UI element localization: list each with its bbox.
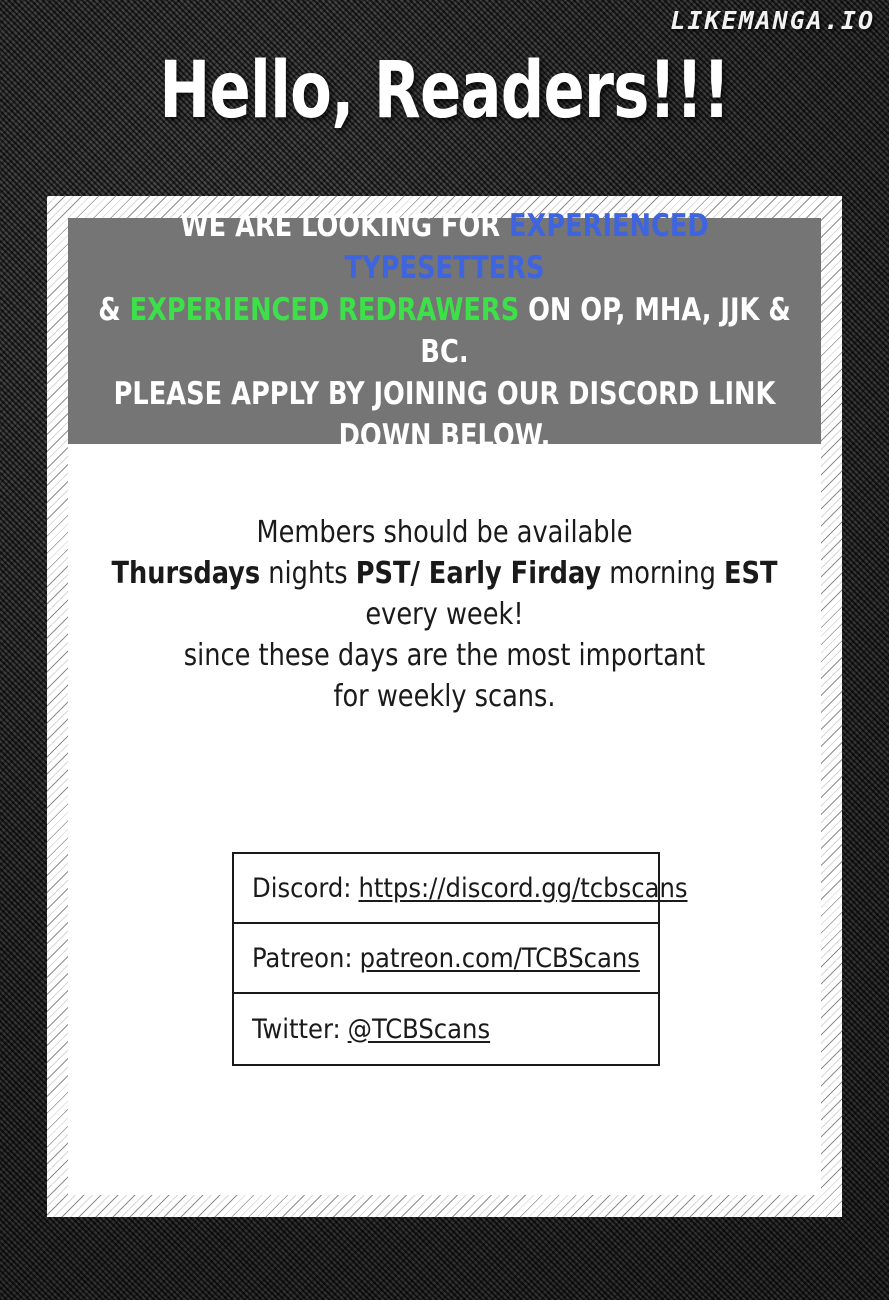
link-row-patreon[interactable] [234, 924, 658, 994]
availability-line3: every week! [365, 597, 524, 632]
availability-timezone-est: EST [724, 556, 778, 591]
notice-redrawers-highlight: EXPERIENCED REDRAWERS [129, 292, 520, 328]
availability-timezone-pst: PST/ Early Firday [355, 556, 602, 591]
patreon-label: Patreon: [252, 942, 353, 974]
notice-line2-pre: & [98, 292, 130, 328]
availability-line1: Members should be available [256, 515, 633, 550]
notice-line4: DOWN BELOW. [338, 418, 551, 454]
availability-day: Thursdays [111, 556, 261, 591]
notice-line3: PLEASE APPLY BY JOINING OUR DISCORD LINK [113, 376, 776, 412]
twitter-link[interactable]: @TCBScans [347, 1013, 491, 1045]
site-watermark: LIKEMANGA.IO [670, 6, 875, 35]
availability-line2-b: nights [260, 556, 356, 591]
availability-line5: for weekly scans. [333, 679, 556, 714]
contact-links-table [232, 852, 688, 1066]
availability-line4: since these days are the most important [183, 638, 706, 673]
discord-link[interactable]: https://discord.gg/tcbscans [358, 872, 688, 904]
link-row-twitter[interactable] [234, 994, 658, 1064]
discord-label: Discord: [252, 872, 352, 904]
notice-line2-post: ON OP, MHA, JJK & BC. [420, 292, 791, 370]
twitter-label: Twitter: [252, 1013, 341, 1045]
availability-text [87, 512, 802, 717]
recruitment-notice [68, 208, 821, 454]
notice-typesetters-highlight: EXPERIENCED TYPESETTERS [344, 208, 709, 286]
link-row-discord[interactable] [234, 854, 688, 924]
page-title: Hello, Readers!!! [159, 46, 730, 136]
patreon-link[interactable]: patreon.com/TCBScans [359, 942, 640, 974]
availability-line2-d: morning [601, 556, 725, 591]
notice-line1-pre: WE ARE LOOKING FOR [180, 208, 510, 244]
availability-line2 [87, 553, 802, 594]
